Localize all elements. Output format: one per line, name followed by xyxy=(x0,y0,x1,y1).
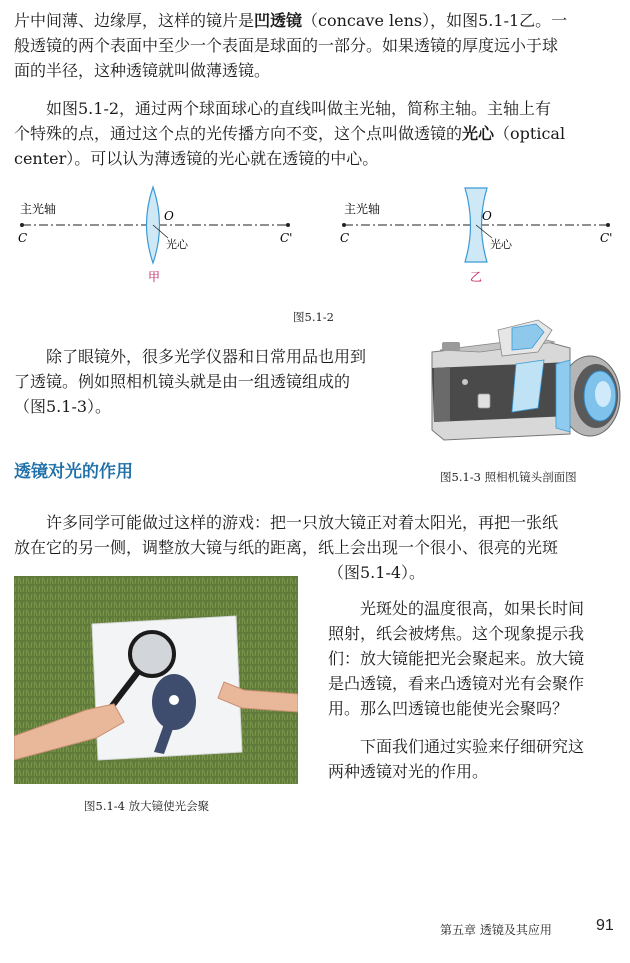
label-c-prime-left: C' xyxy=(280,231,293,245)
figure-5-1-2-caption: 图5.1-2 xyxy=(293,310,334,324)
text-line: （图5.1-4）。 xyxy=(328,563,426,582)
axis-label-right: 主光轴 xyxy=(344,202,381,216)
text-line: 们：放大镜能把光会聚起来。放大镜 xyxy=(328,649,585,668)
figure-5-1-2-diagram xyxy=(0,180,630,290)
center-point-c-right xyxy=(286,223,290,227)
text-line: 放在它的另一侧，调整放大镜与纸的距离，纸上会出现一个很小、很亮的光斑 xyxy=(14,538,559,557)
text-line: center）。可以认为薄透镜的光心就在透镜的中心。 xyxy=(14,149,379,168)
concave-lens-diagram xyxy=(340,188,612,284)
paragraph-magnifier-game xyxy=(14,510,618,585)
text-line: 面的半径，这种透镜就叫做薄透镜。 xyxy=(14,61,271,80)
paragraph-convex-converge xyxy=(328,596,618,721)
label-jia: 甲 xyxy=(148,270,161,284)
text-line: 下面我们通过实验来仔细研究这 xyxy=(360,737,585,756)
text-line: 光斑处的温度很高，如果长时间 xyxy=(360,599,585,618)
figure-5-1-3-caption: 图5.1-3 照相机镜头剖面图 xyxy=(440,470,577,484)
chapter-footer: 第五章 透镜及其应用 xyxy=(440,923,552,937)
camera-cutaway-illustration xyxy=(420,312,625,452)
text-line: 照射，纸会被烤焦。这个现象提示我 xyxy=(328,624,585,643)
paragraph-concave-lens xyxy=(14,8,618,83)
paragraph-optical-center xyxy=(14,96,618,171)
section-title-lens-effect: 透镜对光的作用 xyxy=(14,462,133,482)
page-number: 91 xyxy=(596,917,614,934)
axis-label-left: 主光轴 xyxy=(20,202,57,216)
text-line: 是凸透镜，看来凸透镜对光有会聚作 xyxy=(328,674,585,693)
figure-5-1-4-caption: 图5.1-4 放大镜使光会聚 xyxy=(84,799,210,813)
text-line: 如图5.1-2，通过两个球面球心的直线叫做主光轴，简称主轴。主轴上有 xyxy=(46,99,552,118)
center-point-c-right-2 xyxy=(606,223,610,227)
text-line: 片中间薄、边缘厚，这样的镜片是凹透镜（concave lens），如图5.1-1乙。一 xyxy=(14,11,568,30)
label-c-left-2: C xyxy=(340,231,350,245)
label-c-left: C xyxy=(18,231,28,245)
text-line: 个特殊的点，通过这个点的光传播方向不变，这个点叫做透镜的光心（optical xyxy=(14,124,566,143)
center-point-c-left-2 xyxy=(342,223,346,227)
center-point-c-left xyxy=(20,223,24,227)
label-o-left: O xyxy=(164,209,174,223)
label-optical-center-right: 光心 xyxy=(490,238,512,251)
text-line: （图5.1-3）。 xyxy=(14,397,112,416)
label-optical-center-left: 光心 xyxy=(166,238,188,251)
label-o-right: O xyxy=(482,209,492,223)
text-line: 许多同学可能做过这样的游戏：把一只放大镜正对着太阳光，再把一张纸 xyxy=(46,513,559,532)
label-yi: 乙 xyxy=(470,270,483,284)
text-line: 用。那么凹透镜也能使光会聚吗？ xyxy=(328,699,569,718)
text-line: 两种透镜对光的作用。 xyxy=(328,762,489,781)
paragraph-camera xyxy=(14,344,414,419)
text-line: 般透镜的两个表面中至少一个表面是球面的一部分。如果透镜的厚度远小于球 xyxy=(14,36,559,55)
paragraph-experiment xyxy=(328,734,618,784)
magnifier-photo xyxy=(14,576,298,784)
term-concave-lens: 凹透镜 xyxy=(254,11,303,30)
convex-lens-diagram xyxy=(18,187,292,284)
text-line: 除了眼镜外，很多光学仪器和日常用品也用到 xyxy=(46,347,367,366)
label-c-prime-right: C' xyxy=(600,231,613,245)
text-line: 了透镜。例如照相机镜头就是由一组透镜组成的 xyxy=(14,372,351,391)
term-optical-center: 光心 xyxy=(462,124,495,143)
